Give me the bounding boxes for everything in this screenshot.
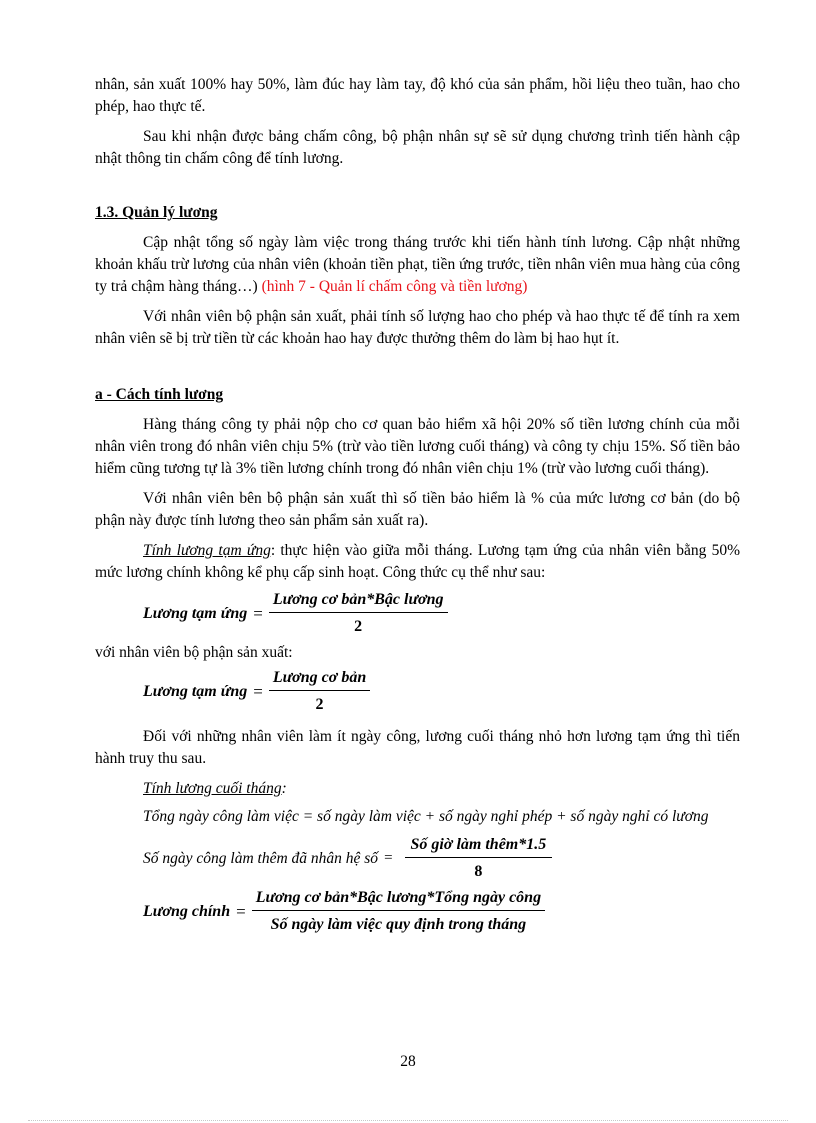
formula-advance-salary-production [143, 669, 740, 714]
term-colon: : [281, 780, 287, 797]
formula-equals: = [236, 901, 246, 921]
term-month-end-salary: Tính lương cuối tháng [143, 780, 282, 797]
section-heading-salary-management: 1.3. Quản lý lương [95, 204, 218, 221]
paragraph-production-staff: với nhân viên bộ phận sản xuất: [95, 644, 293, 661]
formula-numerator: Số giờ làm thêm*1.5 [405, 836, 553, 858]
formula-numerator: Lương cơ bản [269, 669, 370, 691]
paragraph-continuation: nhân, sản xuất 100% hay 50%, làm đúc hay làm tay, độ khó của sản phẩm, hồi liệu theo tuần, hao cho phép, hao thực tế. [95, 76, 740, 115]
paragraph-insurance: Hàng tháng công ty phải nộp cho cơ quan bảo hiểm xã hội 20% số tiền lương chính của mỗi nhân viên trong đó nhân viên chịu 5% (trừ vào tiền lương cuối tháng) và công ty chịu 15%. Số tiền bảo hiểm cũng tương tự là 3% tiền lương chính trong đó nhân viên chịu 1% (trừ vào lương cuối tháng). [95, 416, 740, 477]
paragraph-attendance-update: Sau khi nhận được bảng chấm công, bộ phận nhân sự sẽ sử dụng chương trình tiến hành cập nhật thông tin chấm công để tính lương. [95, 128, 740, 167]
paragraph-production-insurance: Với nhân viên bên bộ phận sản xuất thì số tiền bảo hiểm là % của mức lương cơ bản (do bộ phận này được tính lương theo sản phẩm sản xuất ra). [95, 490, 740, 529]
formula-equals: = [253, 603, 263, 623]
formula-fraction [252, 889, 545, 934]
paragraph-text: : thực hiện vào giữa mỗi tháng. Lương tạm ứng của nhân viên bằng 50% mức lương chính không kể phụ cấp sinh hoạt. Công thức cụ thể như sau: [95, 542, 741, 581]
subsection-heading-salary-calculation: a - Cách tính lương [95, 386, 224, 403]
formula-lhs: Lương chính [143, 902, 231, 920]
formula-denominator: 2 [354, 618, 363, 635]
figure-reference-link[interactable]: (hình 7 - Quản lí chấm công và tiền lương) [261, 278, 528, 295]
page-number: 28 [400, 1053, 416, 1070]
formula-lhs: Số ngày công làm thêm đã nhân hệ số [143, 849, 379, 867]
formula-fraction [269, 669, 370, 714]
paragraph-total-workdays: Tổng ngày công làm việc = số ngày làm việc + số ngày nghỉ phép + số ngày nghỉ có lương [143, 808, 709, 825]
formula-lhs: Lương tạm ứng [143, 682, 248, 700]
formula-main-salary [143, 889, 740, 934]
formula-denominator: 2 [315, 696, 324, 713]
paragraph-text: Cập nhật tổng số ngày làm việc trong tháng trước khi tiến hành tính lương. Cập nhật những khoản khấu trừ lương của nhân viên (khoản tiền phạt, tiền ứng trước, tiền nhân viên mua hàng của công ty trả chậm hàng tháng…) [95, 234, 740, 295]
formula-lhs: Lương tạm ứng [143, 604, 248, 622]
paragraph-month-end-salary [95, 778, 740, 800]
formula-equals: = [384, 850, 393, 866]
document-body [95, 74, 740, 934]
formula-fraction [269, 591, 448, 636]
formula-numerator: Lương cơ bản*Bậc lương [269, 591, 448, 613]
formula-fraction [405, 836, 553, 881]
formula-advance-salary [143, 591, 740, 636]
page-bottom-divider [28, 1120, 788, 1121]
formula-denominator: 8 [474, 863, 483, 880]
paragraph-production-loss: Với nhân viên bộ phận sản xuất, phải tính số lượng hao cho phép và hao thực tế để tính ra xem nhân viên sẽ bị trừ tiền từ các khoản hao hay được thưởng thêm do làm bị hao hụt ít. [95, 308, 740, 347]
formula-overtime-days [143, 836, 740, 881]
paragraph-update-workdays [95, 232, 740, 298]
paragraph-advance-salary [95, 540, 740, 584]
formula-equals: = [253, 681, 263, 701]
paragraph-recovery: Đối với những nhân viên làm ít ngày công, lương cuối tháng nhỏ hơn lương tạm ứng thì tiến hành truy thu sau. [95, 728, 740, 767]
formula-denominator: Số ngày làm việc quy định trong tháng [270, 916, 527, 933]
formula-numerator: Lương cơ bản*Bậc lương*Tổng ngày công [252, 889, 545, 911]
term-advance-salary: Tính lương tạm ứng [143, 542, 271, 559]
